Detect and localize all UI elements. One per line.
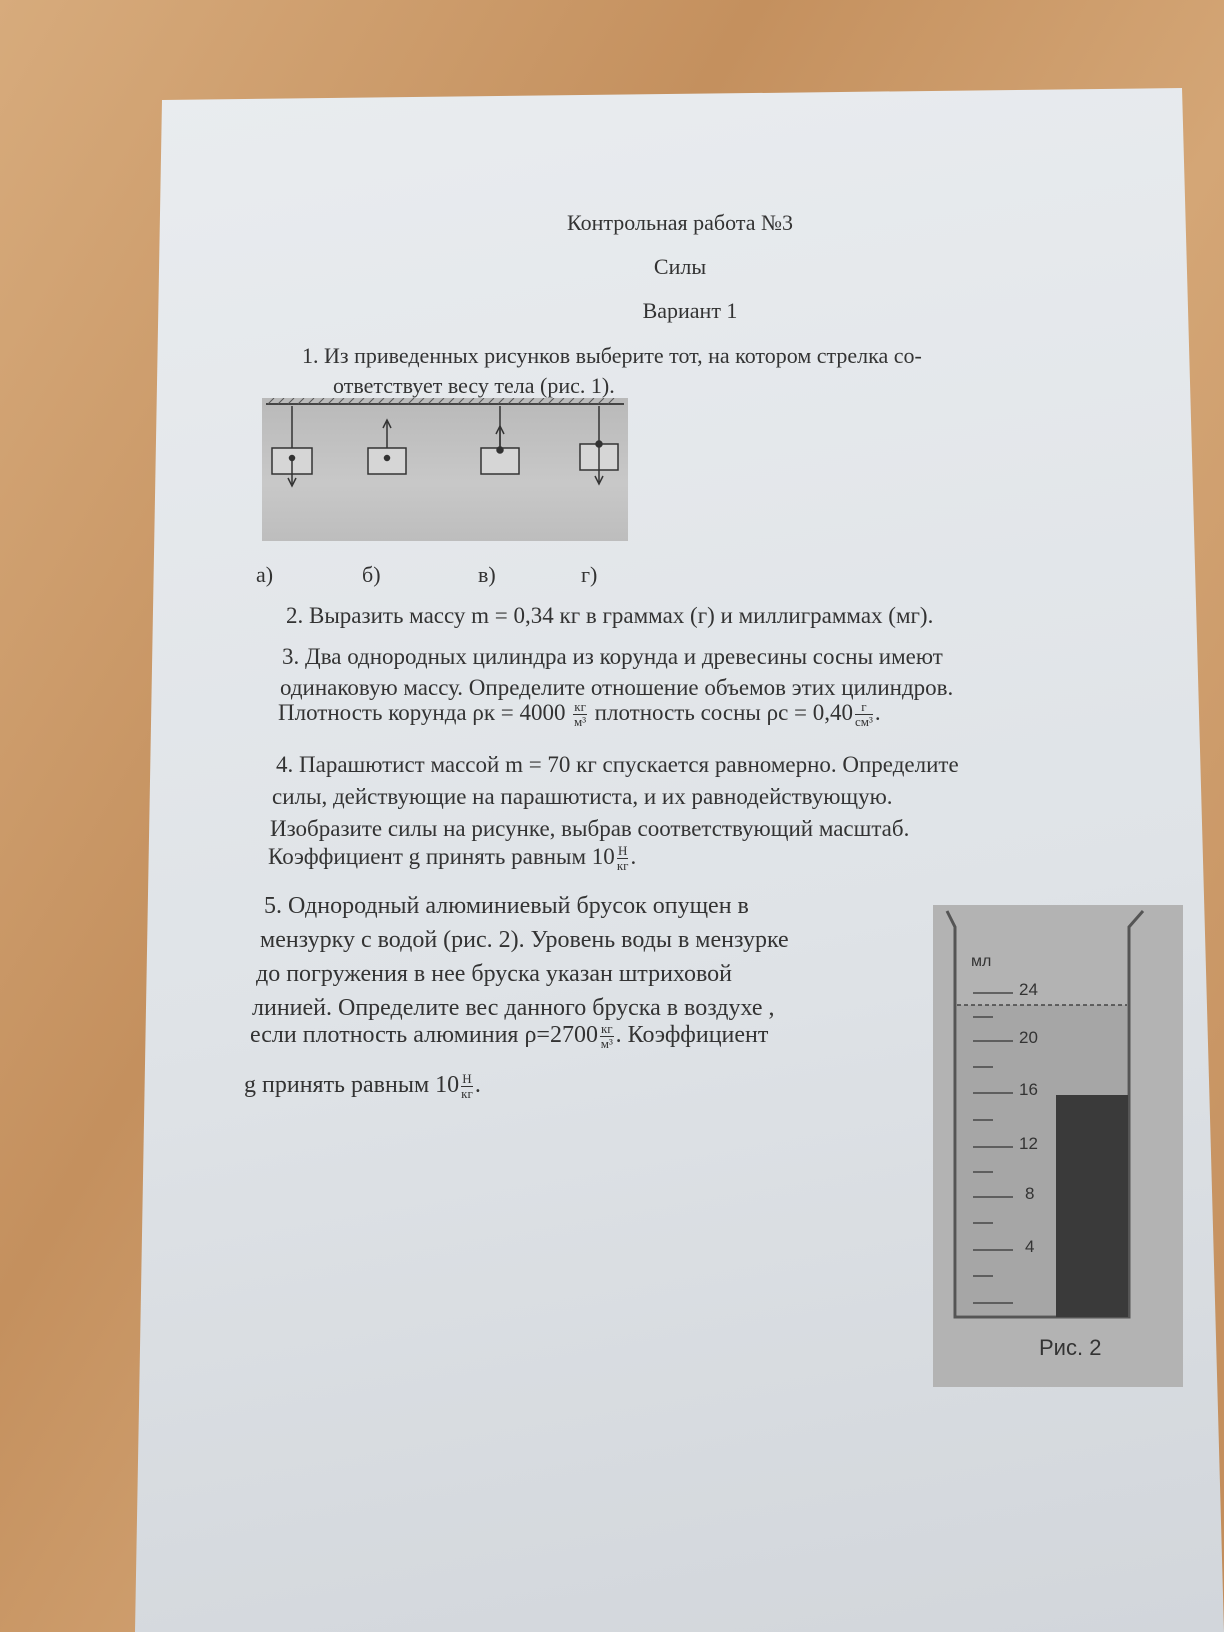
q1-option-g: г) — [581, 562, 598, 587]
q5-line3: до погружения в нее бруска указан штриховой — [256, 961, 733, 987]
q5-unit2: $\frac{Н}{кг}$ — [461, 1071, 473, 1101]
document-title: Контрольная работа №3 — [567, 210, 793, 235]
figure-2-tick: 4 — [1025, 1237, 1035, 1256]
figure-2-unit: мл — [971, 953, 992, 970]
q4-line3: Изобразите силы на рисунке, выбрав соответствующий масштаб. — [270, 816, 910, 841]
q3-line3: Плотность корунда ρк = 4000 $\frac{кг}{\text{м³}}$ плотность сосны ρс = 0,40 $\frac{г}{\text{см³}}$ . — [278, 699, 881, 730]
q5-line1: 5. Однородный алюминиевый брусок опущен в — [264, 893, 749, 919]
q4-unit: $\frac{Н}{кг}$ — [616, 843, 629, 874]
q5-line4: линией. Определите вес данного бруска в воздухе , — [252, 995, 775, 1021]
figure-2-tick: 12 — [1019, 1134, 1038, 1153]
q3-line2: одинаковую массу. Определите отношение объемов этих цилиндров. — [280, 675, 954, 700]
figure-2-tick: 16 — [1019, 1080, 1038, 1099]
figure-1 — [262, 398, 628, 541]
q2-text: 2. Выразить массу m = 0,34 кг в граммах (г) и миллиграммах (мг). — [286, 603, 934, 628]
q3-unit2: $\frac{г}{\text{см³}}$ — [855, 699, 873, 730]
q1-option-b: б) — [362, 562, 381, 587]
q1-option-a: а) — [256, 562, 274, 587]
q4-line1: 4. Парашютист массой m = 70 кг спускается равномерно. Определите — [276, 752, 959, 777]
q5-line5: если плотность алюминия ρ=2700 $\frac{кг}{\text{м³}}$ . Коэффициент — [250, 1021, 769, 1051]
figure-2-caption: Рис. 2 — [1039, 1335, 1102, 1360]
figure-2-tick: 8 — [1025, 1184, 1035, 1203]
q1-line2: ответствует весу тела (рис. 1). — [333, 373, 615, 398]
figure-1-v — [481, 406, 519, 474]
figure-1-g — [580, 406, 618, 484]
q3-line1: 3. Два однородных цилиндра из корунда и древесины сосны имеют — [282, 644, 943, 669]
q5-line6: g принять равным 10 $\frac{Н}{кг}$ . — [244, 1071, 481, 1101]
q5-line2: мензурку с водой (рис. 2). Уровень воды в мензурке — [260, 927, 789, 953]
figure-1-b — [368, 420, 406, 474]
figure-1-a — [272, 406, 312, 486]
q5-unit1: $\frac{кг}{\text{м³}}$ — [600, 1021, 613, 1051]
q1-line1: 1. Из приведенных рисунков выберите тот, на котором стрелка со- — [302, 343, 922, 368]
figure-2-tick: 20 — [1019, 1028, 1038, 1047]
q4-line4: Коэффициент g принять равным 10 $\frac{Н}{кг}$ . — [268, 843, 637, 874]
topic-title: Силы — [653, 254, 707, 279]
q4-line2: силы, действующие на парашютиста, и их равнодействующую. — [272, 784, 893, 809]
figure-2-tick: 24 — [1019, 980, 1038, 999]
figure-2-measuring-cylinder — [933, 905, 1183, 1387]
q3-unit1: $\frac{кг}{\text{м³}}$ — [574, 699, 587, 730]
variant-title: Вариант 1 — [642, 298, 738, 323]
q1-option-v: в) — [478, 562, 496, 587]
